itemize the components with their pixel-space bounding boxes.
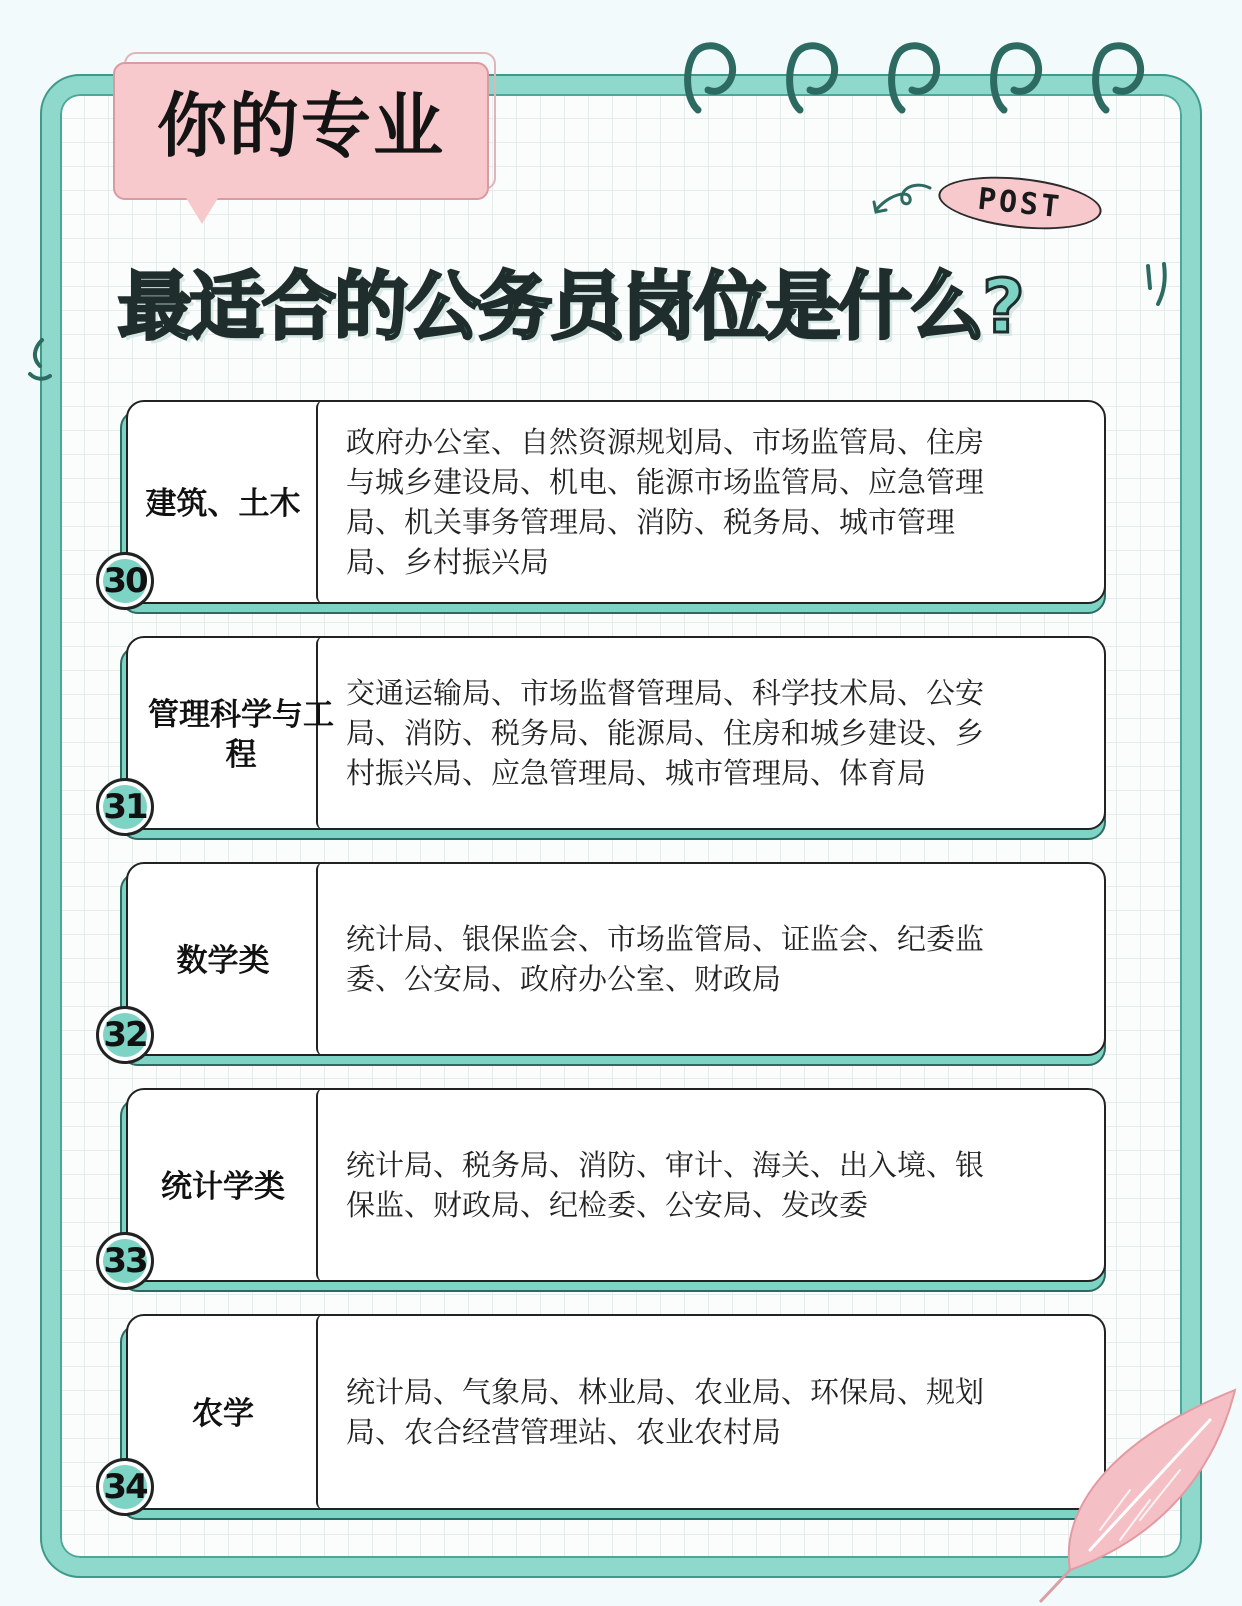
- post-list: 统计局、银保监会、市场监管局、证监会、纪委监委、公安局、政府办公室、财政局: [346, 922, 985, 996]
- post-list: 统计局、气象局、林业局、农业局、环保局、规划局、农合经营管理站、农业农村局: [346, 1375, 985, 1449]
- major-card: [103, 400, 1106, 604]
- spiral-ring-icon: [1088, 40, 1148, 120]
- major-card: [103, 1314, 1106, 1510]
- card-number-badge: 34: [96, 1458, 154, 1516]
- spiral-ring-icon: [680, 40, 740, 120]
- major-card: [103, 636, 1106, 830]
- arrow-doodle-icon: [868, 180, 934, 220]
- post-list: 统计局、税务局、消防、审计、海关、出入境、银保监、财政局、纪检委、公安局、发改委: [346, 1148, 985, 1222]
- tick-doodle-icon: [24, 336, 64, 386]
- card-number-badge: 32: [96, 1006, 154, 1064]
- major-name: 管理科学与工程: [148, 697, 334, 773]
- major-name: 农学: [192, 1396, 254, 1432]
- major-name: 建筑、土木: [145, 486, 301, 522]
- title-box-tail: [186, 198, 218, 224]
- post-tag: POST: [936, 170, 1104, 237]
- spiral-ring-icon: [782, 40, 842, 120]
- major-name: 统计学类: [161, 1169, 285, 1205]
- card-number-badge: 30: [96, 552, 154, 610]
- feather-icon: [1030, 1380, 1242, 1606]
- major-name: 数学类: [176, 943, 270, 979]
- spiral-ring-icon: [884, 40, 944, 120]
- tick-doodle-icon: [1140, 260, 1180, 310]
- major-card: [103, 1088, 1106, 1282]
- page-title: 你的专业: [157, 85, 445, 167]
- spiral-ring-icon: [986, 40, 1046, 120]
- card-number-badge: 31: [96, 778, 154, 836]
- major-card: [103, 862, 1106, 1056]
- card-number-badge: 33: [96, 1232, 154, 1290]
- post-list: 政府办公室、自然资源规划局、市场监管局、住房与城乡建设局、机电、能源市场监管局、应急管理局、机关事务管理局、消防、税务局、城市管理局、乡村振兴局: [346, 425, 985, 579]
- post-list: 交通运输局、市场监督管理局、科学技术局、公安局、消防、税务局、能源局、住房和城乡建设、乡村振兴局、应急管理局、城市管理局、体育局: [346, 676, 985, 790]
- headline: 最适合的公务员岗位是什么?: [118, 264, 1023, 350]
